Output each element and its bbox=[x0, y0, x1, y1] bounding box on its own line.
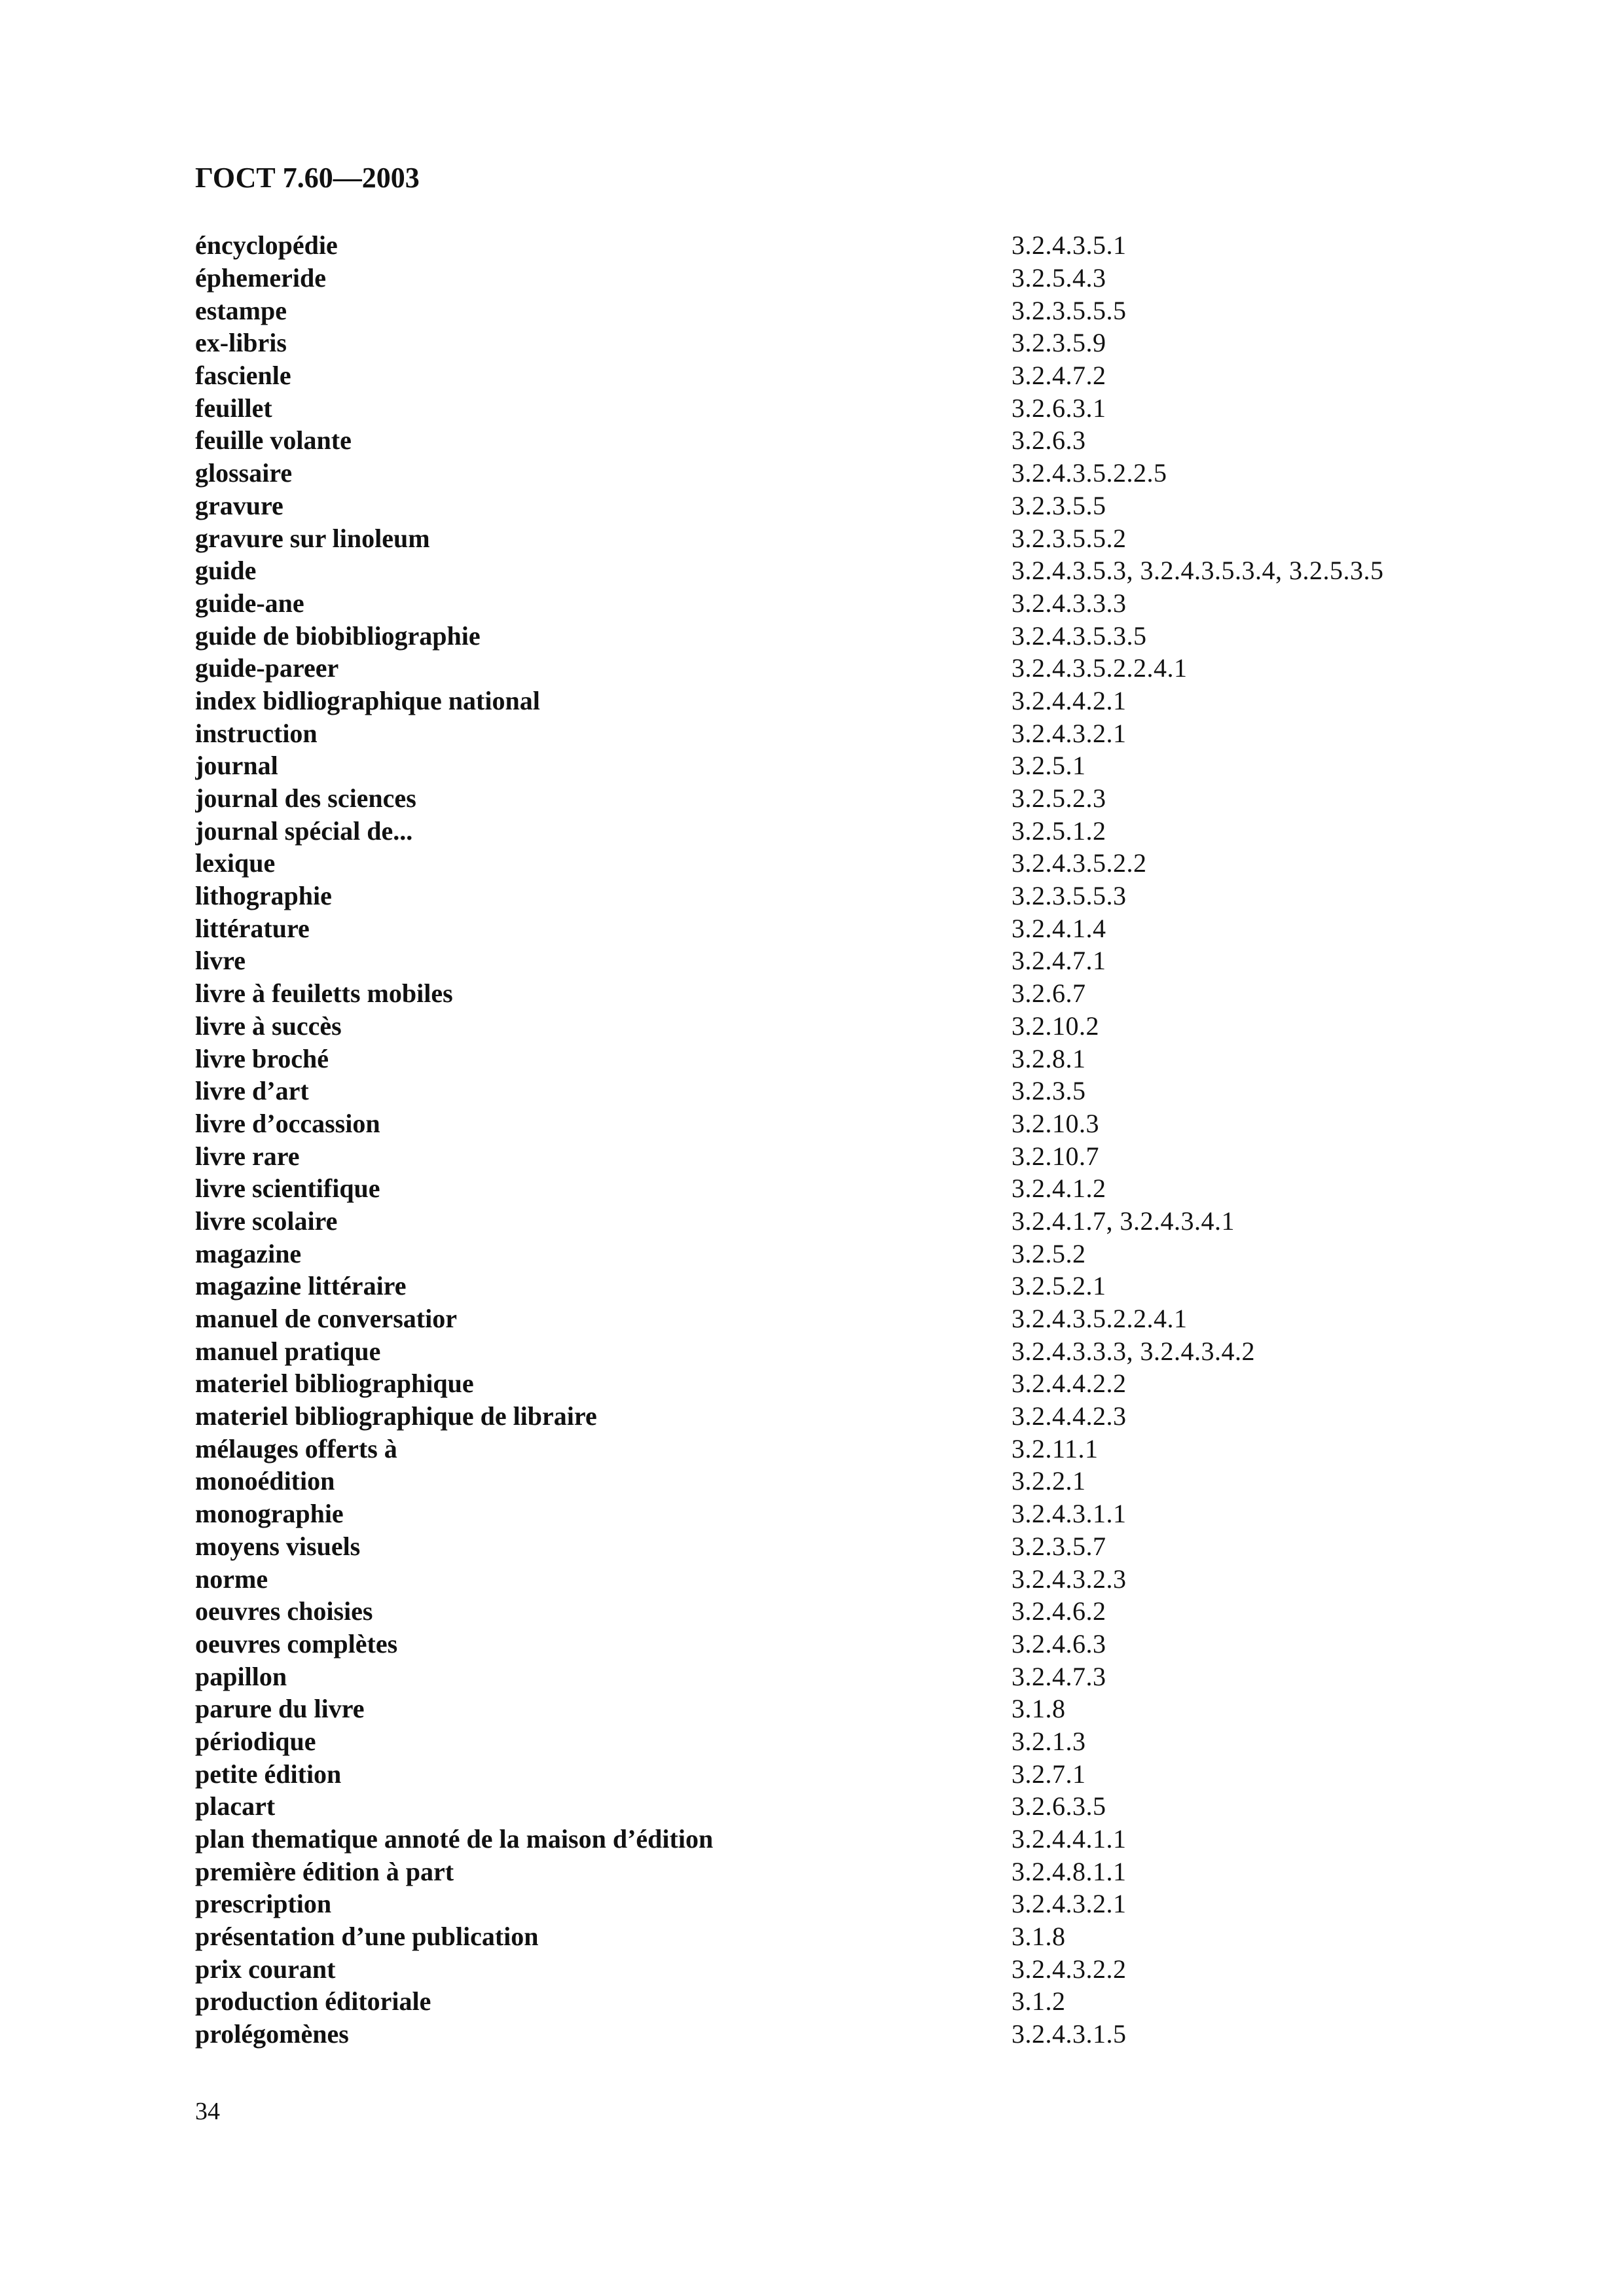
entry-term: norme bbox=[195, 1564, 268, 1594]
index-entry bbox=[195, 1628, 1504, 1660]
index-entry bbox=[195, 2018, 1504, 2051]
entry-term: production éditoriale bbox=[195, 1986, 431, 2017]
entry-reference: 3.2.4.4.2.1 bbox=[1012, 685, 1127, 715]
entry-reference: 3.2.4.3.5.2.2.4.1 bbox=[1012, 1304, 1188, 1334]
entry-term: périodique bbox=[195, 1726, 316, 1756]
entry-term: gravure sur linoleum bbox=[195, 523, 430, 553]
index-entry bbox=[195, 1010, 1504, 1043]
entry-reference: 3.2.8.1 bbox=[1012, 1043, 1086, 1073]
index-entry bbox=[195, 1823, 1504, 1856]
entry-reference: 3.2.3.5.9 bbox=[1012, 328, 1106, 358]
entry-reference: 3.2.4.3.5.2.2.5 bbox=[1012, 458, 1167, 488]
entry-reference: 3.2.3.5 bbox=[1012, 1076, 1086, 1106]
entry-term: guide-ane bbox=[195, 588, 304, 618]
index-entry bbox=[195, 327, 1504, 359]
entry-reference: 3.2.6.3.5 bbox=[1012, 1791, 1106, 1821]
index-entry bbox=[195, 749, 1504, 782]
entry-reference: 3.2.1.3 bbox=[1012, 1726, 1086, 1756]
index-entry bbox=[195, 587, 1504, 620]
index-entry bbox=[195, 814, 1504, 847]
page-number: 34 bbox=[195, 2098, 220, 2125]
index-entry bbox=[195, 685, 1504, 717]
index-entry bbox=[195, 1205, 1504, 1238]
entry-term: journal des sciences bbox=[195, 783, 416, 814]
entry-reference: 3.2.4.1.2 bbox=[1012, 1174, 1106, 1204]
entry-term: livre scientifique bbox=[195, 1174, 380, 1204]
index-entry bbox=[195, 782, 1504, 815]
entry-term: moyens visuels bbox=[195, 1531, 361, 1561]
entry-term: petite édition bbox=[195, 1759, 342, 1789]
entry-reference: 3.2.4.3.1.1 bbox=[1012, 1499, 1127, 1529]
index-entry bbox=[195, 1498, 1504, 1530]
entry-term: éncyclopédie bbox=[195, 230, 338, 260]
index-entry bbox=[195, 912, 1504, 944]
index-entry bbox=[195, 1139, 1504, 1172]
entry-reference: 3.2.5.2 bbox=[1012, 1238, 1086, 1268]
index-entry bbox=[195, 1465, 1504, 1498]
entry-reference: 3.2.4.3.2.2 bbox=[1012, 1954, 1127, 1984]
entry-reference: 3.2.3.5.5.5 bbox=[1012, 295, 1127, 325]
index-entry bbox=[195, 1237, 1504, 1270]
entry-reference: 3.1.2 bbox=[1012, 1986, 1066, 2017]
entry-term: feuillet bbox=[195, 393, 272, 423]
index-entry bbox=[195, 847, 1504, 880]
index-entry bbox=[195, 1530, 1504, 1563]
index-entry bbox=[195, 262, 1504, 295]
index-entry bbox=[195, 294, 1504, 327]
entry-reference: 3.2.4.6.2 bbox=[1012, 1596, 1106, 1626]
entry-reference: 3.2.6.3 bbox=[1012, 425, 1086, 456]
entry-term: oeuvres complètes bbox=[195, 1628, 398, 1659]
index-entry bbox=[195, 1952, 1504, 1985]
entry-reference: 3.2.4.1.7, 3.2.4.3.4.1 bbox=[1012, 1206, 1235, 1236]
index-entry bbox=[195, 1790, 1504, 1823]
entry-reference: 3.2.10.7 bbox=[1012, 1141, 1099, 1171]
entry-term: index bidliographique national bbox=[195, 685, 540, 715]
index-entry bbox=[195, 1985, 1504, 2018]
entry-term: lithographie bbox=[195, 881, 332, 911]
index-entry bbox=[195, 1562, 1504, 1595]
entry-reference: 3.2.4.4.2.2 bbox=[1012, 1369, 1127, 1399]
entry-reference: 3.2.4.4.1.1 bbox=[1012, 1824, 1127, 1854]
index-entry bbox=[195, 359, 1504, 392]
entry-term: parure du livre bbox=[195, 1694, 365, 1724]
entry-term: éphemeride bbox=[195, 263, 326, 293]
entry-reference: 3.2.5.1.2 bbox=[1012, 816, 1106, 846]
entry-term: oeuvres choisies bbox=[195, 1596, 373, 1626]
entry-term: littérature bbox=[195, 913, 310, 943]
entry-reference: 3.2.4.1.4 bbox=[1012, 913, 1106, 943]
index-entry bbox=[195, 619, 1504, 652]
entry-term: instruction bbox=[195, 718, 318, 748]
entry-term: gravure bbox=[195, 490, 283, 520]
entry-reference: 3.2.3.5.7 bbox=[1012, 1531, 1106, 1561]
entry-term: livre broché bbox=[195, 1043, 329, 1073]
entry-term: guide de biobibliographie bbox=[195, 620, 481, 651]
entry-reference: 3.2.4.3.1.5 bbox=[1012, 2019, 1127, 2049]
entry-reference: 3.2.4.8.1.1 bbox=[1012, 1856, 1127, 1886]
entry-reference: 3.2.2.1 bbox=[1012, 1466, 1086, 1496]
entry-term: prix courant bbox=[195, 1954, 336, 1984]
index-entry bbox=[195, 977, 1504, 1010]
index-entry bbox=[195, 1660, 1504, 1693]
entry-term: manuel de conversatior bbox=[195, 1304, 457, 1334]
index-entry bbox=[195, 229, 1504, 262]
entry-reference: 3.1.8 bbox=[1012, 1694, 1066, 1724]
entry-reference: 3.2.3.5.5.2 bbox=[1012, 523, 1127, 553]
entry-reference: 3.2.4.3.3.3 bbox=[1012, 588, 1127, 618]
entry-reference: 3.2.7.1 bbox=[1012, 1759, 1086, 1789]
entry-reference: 3.2.5.2.1 bbox=[1012, 1271, 1106, 1301]
entry-term: plan thematique annoté de la maison d’édition bbox=[195, 1824, 714, 1854]
entry-reference: 3.2.4.7.1 bbox=[1012, 946, 1106, 976]
entry-reference: 3.2.5.2.3 bbox=[1012, 783, 1106, 814]
entry-term: materiel bibliographique de libraire bbox=[195, 1401, 597, 1431]
entry-reference: 3.2.5.4.3 bbox=[1012, 263, 1106, 293]
entry-term: papillon bbox=[195, 1661, 287, 1691]
entry-reference: 3.2.4.3.3.3, 3.2.4.3.4.2 bbox=[1012, 1336, 1255, 1366]
entry-reference: 3.2.4.6.3 bbox=[1012, 1628, 1106, 1659]
index-entry bbox=[195, 1075, 1504, 1107]
entry-term: livre d’occassion bbox=[195, 1108, 380, 1138]
index-entry bbox=[195, 490, 1504, 522]
entry-term: glossaire bbox=[195, 458, 293, 488]
entry-term: estampe bbox=[195, 295, 287, 325]
index-entry bbox=[195, 1855, 1504, 1888]
entry-term: materiel bibliographique bbox=[195, 1369, 474, 1399]
entry-reference: 3.2.4.3.5.1 bbox=[1012, 230, 1127, 260]
index-entry bbox=[195, 1335, 1504, 1367]
entry-term: prescription bbox=[195, 1889, 332, 1919]
entry-term: livre scolaire bbox=[195, 1206, 338, 1236]
index-entry bbox=[195, 1693, 1504, 1725]
entry-reference: 3.2.11.1 bbox=[1012, 1433, 1099, 1463]
index-entry bbox=[195, 1757, 1504, 1790]
entry-reference: 3.2.3.5.5 bbox=[1012, 490, 1106, 520]
entry-term: livre rare bbox=[195, 1141, 300, 1171]
entry-reference: 3.2.3.5.5.3 bbox=[1012, 881, 1127, 911]
term-index bbox=[195, 229, 1504, 2051]
index-entry bbox=[195, 424, 1504, 457]
index-entry bbox=[195, 1920, 1504, 1953]
index-entry bbox=[195, 717, 1504, 749]
entry-term: première édition à part bbox=[195, 1856, 454, 1886]
entry-reference: 3.2.4.4.2.3 bbox=[1012, 1401, 1127, 1431]
index-entry bbox=[195, 1888, 1504, 1920]
entry-term: feuille volante bbox=[195, 425, 352, 456]
index-entry bbox=[195, 1270, 1504, 1302]
entry-term: présentation d’une publication bbox=[195, 1922, 539, 1952]
entry-reference: 3.2.4.7.2 bbox=[1012, 361, 1106, 391]
entry-reference: 3.2.10.2 bbox=[1012, 1011, 1099, 1041]
index-entry bbox=[195, 1432, 1504, 1465]
entry-reference: 3.2.5.1 bbox=[1012, 751, 1086, 781]
index-entry bbox=[195, 1367, 1504, 1400]
index-entry bbox=[195, 1042, 1504, 1075]
entry-reference: 3.2.4.3.5.2.2.4.1 bbox=[1012, 653, 1188, 683]
entry-reference: 3.2.4.3.5.3, 3.2.4.3.5.3.4, 3.2.5.3.5 bbox=[1012, 556, 1384, 586]
entry-reference: 3.2.6.3.1 bbox=[1012, 393, 1106, 423]
index-entry bbox=[195, 944, 1504, 977]
entry-term: journal spécial de... bbox=[195, 816, 413, 846]
entry-reference: 3.1.8 bbox=[1012, 1922, 1066, 1952]
entry-term: journal bbox=[195, 751, 278, 781]
index-entry bbox=[195, 457, 1504, 490]
entry-term: guide-pareer bbox=[195, 653, 339, 683]
entry-term: ex-libris bbox=[195, 328, 287, 358]
entry-reference: 3.2.4.3.2.1 bbox=[1012, 1889, 1127, 1919]
entry-term: magazine littéraire bbox=[195, 1271, 407, 1301]
index-entry bbox=[195, 522, 1504, 554]
index-entry bbox=[195, 652, 1504, 685]
entry-term: magazine bbox=[195, 1238, 302, 1268]
entry-reference: 3.2.4.3.2.3 bbox=[1012, 1564, 1127, 1594]
entry-term: placart bbox=[195, 1791, 276, 1821]
entry-reference: 3.2.4.3.5.2.2 bbox=[1012, 848, 1147, 878]
index-entry bbox=[195, 880, 1504, 912]
index-entry bbox=[195, 1107, 1504, 1140]
entry-term: livre d’art bbox=[195, 1076, 309, 1106]
entry-term: monographie bbox=[195, 1499, 344, 1529]
entry-term: guide bbox=[195, 556, 257, 586]
entry-term: manuel pratique bbox=[195, 1336, 381, 1366]
entry-reference: 3.2.6.7 bbox=[1012, 978, 1086, 1009]
index-entry bbox=[195, 1595, 1504, 1628]
entry-term: livre à feuiletts mobiles bbox=[195, 978, 453, 1009]
entry-term: fascienle bbox=[195, 361, 291, 391]
document-header: ГОСТ 7.60—2003 bbox=[195, 162, 420, 194]
index-entry bbox=[195, 1725, 1504, 1758]
index-entry bbox=[195, 1172, 1504, 1205]
index-entry bbox=[195, 1400, 1504, 1433]
entry-term: lexique bbox=[195, 848, 276, 878]
entry-term: prolégomènes bbox=[195, 2019, 349, 2049]
entry-term: livre bbox=[195, 946, 246, 976]
index-entry bbox=[195, 391, 1504, 424]
entry-reference: 3.2.4.7.3 bbox=[1012, 1661, 1106, 1691]
index-entry bbox=[195, 554, 1504, 587]
entry-term: mélauges offerts à bbox=[195, 1433, 397, 1463]
entry-reference: 3.2.10.3 bbox=[1012, 1108, 1099, 1138]
entry-term: monoédition bbox=[195, 1466, 335, 1496]
index-entry bbox=[195, 1302, 1504, 1335]
entry-reference: 3.2.4.3.5.3.5 bbox=[1012, 620, 1147, 651]
entry-term: livre à succès bbox=[195, 1011, 342, 1041]
entry-reference: 3.2.4.3.2.1 bbox=[1012, 718, 1127, 748]
